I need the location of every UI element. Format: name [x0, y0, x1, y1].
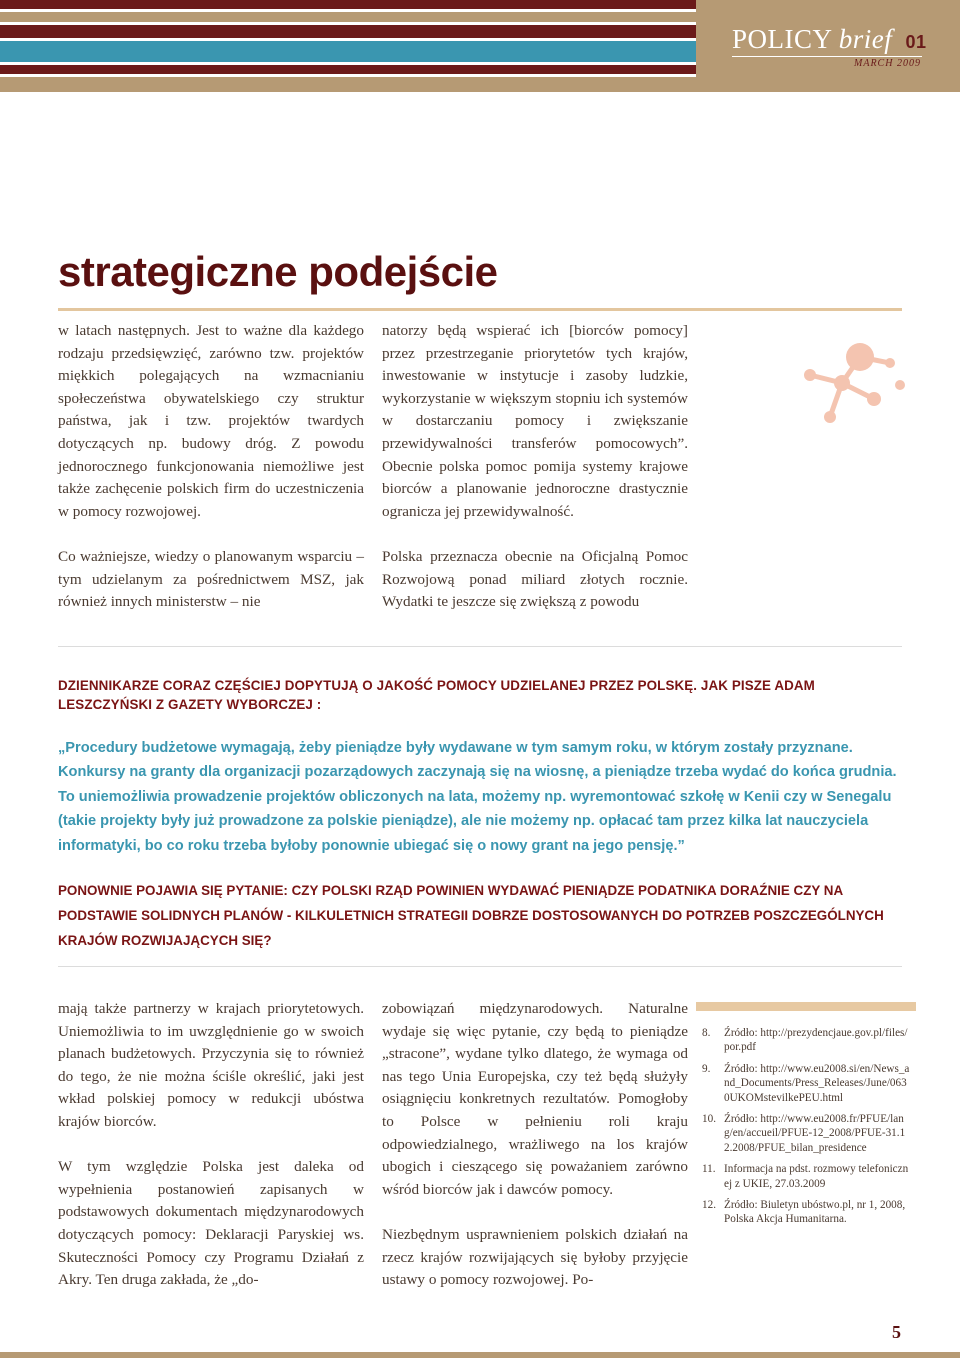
footnote-number: 10.: [702, 1113, 716, 1126]
stripe-tan: [0, 77, 696, 92]
heading-rule: [58, 308, 902, 311]
callout-question: PONOWNIE POJAWIA SIĘ PYTANIE: CZY POLSKI RZĄD POWINIEN WYDAWAĆ PIENIĄDZE PODATNIKA DORAŹNIE CZY NA PODSTAWIE SOLIDNYCH PLANÓW - KILKULETNICH STRATEGII DOBRZE DOSTOSOWANYCH DO POTRZEB POSZCZEGÓLNYCH KRAJÓW ROZWIJAJĄCYCH SIĘ?: [58, 883, 884, 949]
brand-title: [732, 24, 927, 55]
paragraph: w latach następnych. Jest to ważne dla każdego rodzaju przedsięwzięć, zarówno tzw. projektów miękkich polegających na wzmacnianiu społeczeństwa obywatelskiego czy struktur państwa, jak i tzw. projektów twardych dotyczących np. budowy dróg. Z powodu jednorocznego funkcjonowania niemożliwe jest także zachęcenie polskich firm do uczestniczenia w pomocy rozwojowej.: [58, 322, 364, 520]
footnote-text: Informacja na pdst. rozmowy telefonicznej z UKIE, 27.03.2009: [724, 1163, 909, 1190]
footnote-text: Źródło: Biuletyn ubóstwo.pl, nr 1, 2008, Polska Akcja Humanitarna.: [724, 1199, 906, 1226]
bottom-left-column: [58, 998, 364, 1314]
molecule-icon: [790, 335, 910, 435]
footnote-number: 12.: [702, 1199, 716, 1212]
footnotes-list: [702, 1026, 912, 1234]
top-left-column: [58, 320, 364, 636]
bottom-bar: [0, 1352, 960, 1358]
paragraph: Polska przeznacza obecnie na Oficjalną Pomoc Rozwojową ponad miliard złotych rocznie. Wydatki te jeszcze się zwiększą z powodu: [382, 547, 688, 611]
policy-brief-logo: [696, 0, 960, 92]
footnote: [702, 1062, 912, 1105]
paragraph: natorzy będą wspierać ich [biorców pomocy] przez przestrzeganie priorytetów tych krajów, inwestowanie w instytucje i zasoby ludzkie, wykorzystanie w większym stopniu ich systemów w dostarczaniu pomocy i zwiększanie przewidywalności transferów pomocowych”. Obecnie polska pomoc pomija systemy krajowe biorców a planowanie jednoroczne drastycznie ogranicza jej przewidywalność.: [382, 322, 688, 520]
callout-heading: DZIENNIKARZE CORAZ CZĘŚCIEJ DOPYTUJĄ O JAKOŚĆ POMOCY UDZIELANEJ PRZEZ POLSKĘ. JAK PISZE ADAM LESZCZYŃSKI Z GAZETY WYBORCZEJ :: [58, 678, 815, 712]
stripe-dark-red: [0, 0, 696, 9]
header-stripes: [0, 0, 696, 92]
footnote-number: 9.: [702, 1062, 711, 1075]
footnote-text: Źródło: http://prezydencjaue.gov.pl/files/por.pdf: [724, 1027, 908, 1054]
footnotes-bar: [696, 1002, 916, 1011]
callout-box: [58, 676, 902, 953]
callout-bottom-rule: [58, 966, 902, 967]
stripe-dark-red: [0, 25, 696, 38]
footnote: [702, 1198, 912, 1227]
brand-brief: brief: [838, 24, 893, 54]
paragraph: W tym względzie Polska jest daleka od wypełnienia postanowień zapisanych w podstawowych dokumentach międzynarodowych dotyczących pomocy: Deklaracji Paryskiej ws. Skuteczności Pomocy czy Programu Działań z Akry. Ten druga zakłada, że „do-: [58, 1158, 364, 1289]
stripe-teal: [0, 41, 696, 62]
bottom-right-column: [382, 998, 688, 1314]
brand-number: 01: [905, 32, 927, 52]
callout-quote: „Procedury budżetowe wymagają, żeby pieniądze były wydawane w tym samym roku, w którym zostały przyznane. Konkursy na granty dla organizacji pozarządowych zaczynają się na wiosnę, a pieniądze trzeba wydać do końca grudnia. To uniemożliwia prowadzenie projektów obliczonych na lata, możemy np. wyremontować szkołę w Kenii czy w Senegalu (takie projekty były już prowadzone za polskie pieniądze), ale nie możemy np. opłacać tam przez kilka lat nauczyciela informatyki, bo co roku trzeba byłoby ponownie ubiegać się o nowy grant na jego pensję.”: [58, 740, 897, 854]
top-right-column: [382, 320, 688, 636]
page-number: 5: [892, 1322, 901, 1342]
footnote-text: Źródło: http://www.eu2008.si/en/News_and_Documents/Press_Releases/June/0630UKOMstevilkePEU.html: [724, 1062, 910, 1104]
section-heading: strategiczne podejście: [58, 248, 498, 295]
callout-top-rule: [58, 646, 902, 647]
brand-policy: POLICY: [732, 24, 832, 54]
stripe-tan: [0, 12, 696, 22]
footnote: [702, 1162, 912, 1191]
footnote: [702, 1026, 912, 1055]
footnote-number: 8.: [702, 1027, 711, 1039]
paragraph: zobowiązań międzynarodowych. Naturalne wydaje się więc pytanie, czy będą to pieniądze „stracone”, wydane tylko dlatego, że wymaga od nas tego Unia Europejska, czy też będą służyły osiągnięciu konkretnych rezultatów. Pomogłoby to Polsce w pełnieniu roli kraju odpowiedzialnego, wrażliwego na los krajów ubogich i cieszącego się poważaniem zarówno wśród biorców jak i dawców pomocy.: [382, 1000, 688, 1198]
footnote-text: Źródło: http://www.eu2008.fr/PFUE/lang/en/accueil/PFUE-12_2008/PFUE-31.12.2008/PFUE_bilan_presidence: [724, 1113, 906, 1154]
paragraph: Co ważniejsze, wiedzy o planowanym wsparciu – tym udzielanym za pośrednictwem MSZ, jak również innych ministerstw – nie: [58, 547, 364, 611]
brand-date: MARCH 2009: [854, 58, 921, 69]
footnote: [702, 1112, 912, 1155]
stripe-dark-red: [0, 65, 696, 74]
paragraph: mają także partnerzy w krajach priorytetowych. Uniemożliwia to im uwzględnienie go w swoich planach budżetowych. Przyczynia się to również do tego, że nie można ściśle określić, jaki jest wkład polskiej pomocy w redukcji ubóstwa krajów biorców.: [58, 1000, 364, 1130]
paragraph: Niezbędnym usprawnieniem polskich działań na rzecz krajów rozwijających się byłoby przyjęcie ustawy o pomocy rozwojowej. Po-: [382, 1225, 688, 1289]
footnote-number: 11.: [702, 1163, 716, 1176]
brand-rule: [732, 56, 922, 57]
